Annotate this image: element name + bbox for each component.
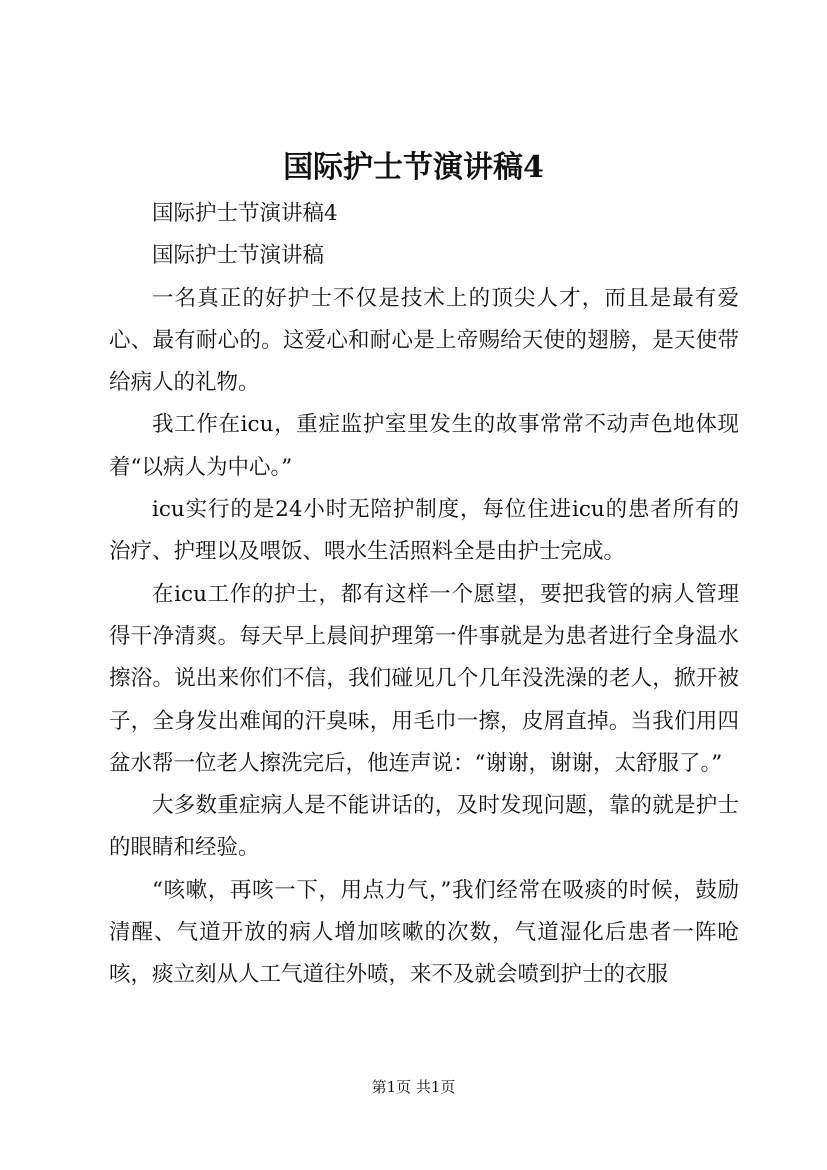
paragraph: icu实行的是24小时无陪护制度，每位住进icu的患者所有的治疗、护理以及喂饭、喂水生活照料全是由护士完成。 <box>109 497 739 565</box>
document-body <box>109 193 739 997</box>
paragraph: 我工作在icu，重症监护室里发生的故事常常不动声色地体现着“以病人为中心。” <box>109 412 739 480</box>
paragraph: 一名真正的好护士不仅是技术上的顶尖人才，而且是最有爱心、最有耐心的。这爱心和耐心是上帝赐给天使的翅膀，是天使带给病人的礼物。 <box>109 285 739 396</box>
paragraph: 国际护士节演讲稿4 <box>152 201 338 226</box>
paragraph: 大多数重症病人是不能讲话的，及时发现问题，靠的就是护士的眼睛和经验。 <box>109 793 739 861</box>
document-title: 国际护士节演讲稿4 <box>283 150 544 185</box>
paragraph: 国际护士节演讲稿 <box>152 243 325 269</box>
page-footer: 第1页 共1页 <box>371 1078 456 1096</box>
paragraph: “咳嗽，再咳一下，用点力气，”我们经常在吸痰的时候，鼓励清醒、气道开放的病人增加咳嗽的次数，气道湿化后患者一阵呛咳，痰立刻从人工气道往外喷，来不及就会喷到护士的衣服 <box>109 877 739 988</box>
paragraph: 在icu工作的护士，都有这样一个愿望，要把我管的病人管理得干净清爽。每天早上晨间护理第一件事就是为患者进行全身温水擦浴。说出来你们不信，我们碰见几个几年没洗澡的老人，掀开被子，全身发出难闻的汗臭味，用毛巾一擦，皮屑直掉。当我们用四盆水帮一位老人擦洗完后，他连声说：“谢谢，谢谢，太舒服了。” <box>109 581 739 776</box>
